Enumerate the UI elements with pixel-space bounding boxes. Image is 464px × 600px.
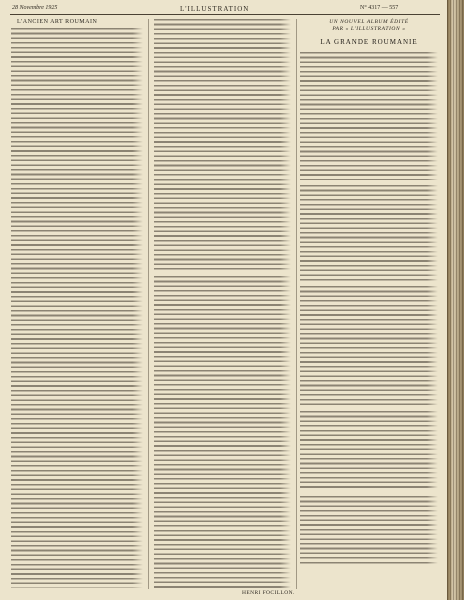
notice-body-text [300, 496, 438, 566]
article-body-text [154, 276, 291, 588]
middle-column [154, 19, 291, 588]
column-divider [296, 19, 297, 589]
notice-body-text [300, 52, 438, 180]
notice-title: LA GRANDE ROUMANIE [320, 38, 418, 46]
header-rule [10, 14, 440, 15]
article-body-text [154, 19, 291, 271]
page-header [0, 0, 447, 16]
left-column [11, 19, 143, 588]
notice-kicker: UN NOUVEL ALBUM ÉDITÉ [329, 19, 409, 25]
notice-kicker: PAR « L'ILLUSTRATION » [332, 26, 406, 32]
header-date: 28 Novembre 1925 [12, 5, 58, 11]
notice-body-text [300, 185, 438, 281]
right-column [300, 19, 438, 566]
notice-body-text [300, 286, 438, 406]
notice-body-text [300, 411, 438, 491]
album-notice-title-block [300, 19, 438, 46]
article-signature: HENRI FOCILLON. [242, 590, 295, 596]
header-issue-number: N° 4317 — 557 [360, 5, 399, 11]
column-divider [148, 19, 149, 589]
article-heading: L'ANCIEN ART ROUMAIN [17, 19, 98, 25]
header-magazine-title: L'ILLUSTRATION [180, 5, 250, 13]
book-spine-pages [447, 0, 464, 600]
article-body-text [11, 28, 143, 588]
